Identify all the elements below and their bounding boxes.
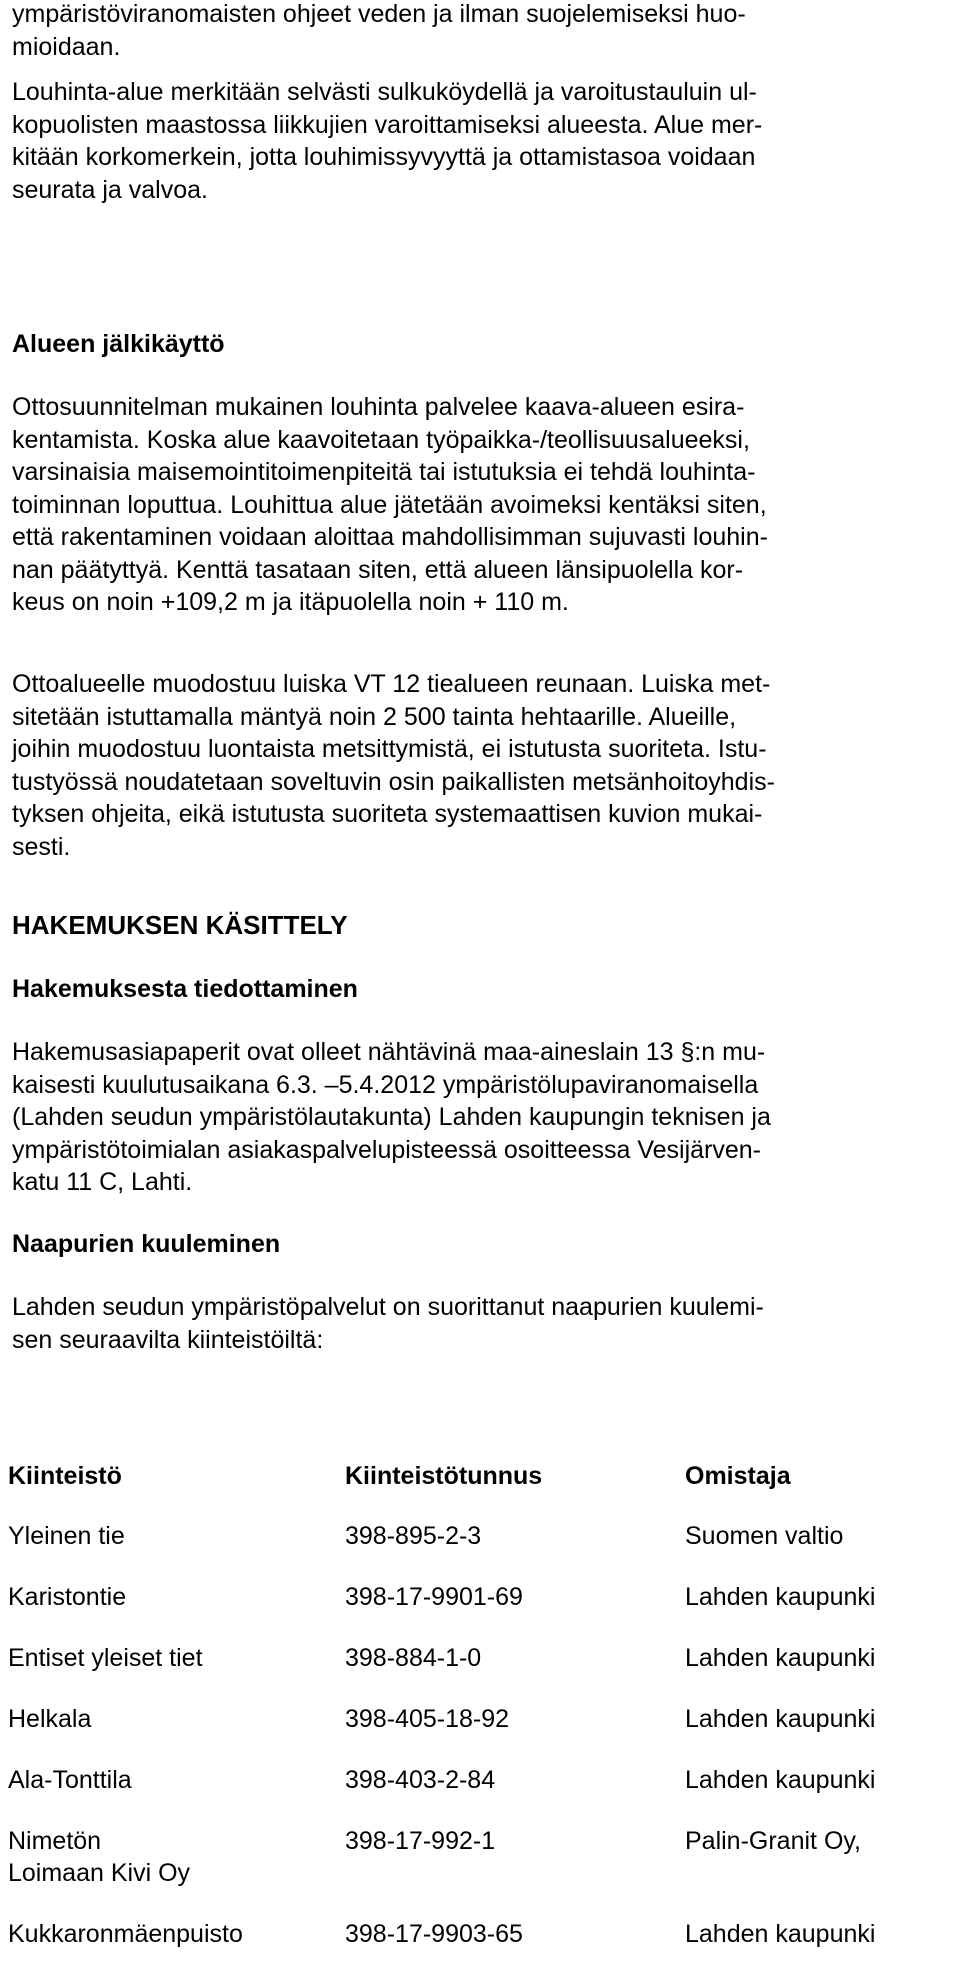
- text-line: Louhinta-alue merkitään selvästi sulkuköydellä ja varoitustauluin ul-: [12, 78, 757, 106]
- text-line: Lahden seudun ympäristöpalvelut on suorittanut naapurien kuulemi-: [12, 1293, 764, 1321]
- text-line: Ottosuunnitelman mukainen louhinta palvelee kaava-alueen esira-: [12, 393, 745, 421]
- header-property: Kiinteistö: [8, 1462, 122, 1490]
- cell-property-line: Loimaan Kivi Oy: [8, 1859, 191, 1887]
- cell-owner: Lahden kaupunki: [685, 1583, 876, 1611]
- cell-property: Helkala: [8, 1705, 92, 1733]
- text-line: ympäristötoimialan asiakaspalvelupisteessä osoitteessa Vesijärven-: [12, 1135, 761, 1164]
- table-header-row: [8, 1460, 945, 1520]
- cell-property-id: 398-17-9903-65: [345, 1920, 523, 1948]
- text-line: toiminnan loputtua. Louhittua alue jätetään avoimeksi kentäksi siten,: [12, 490, 767, 519]
- marking-paragraph: [12, 76, 952, 206]
- cell-property: Karistontie: [8, 1583, 127, 1611]
- text-line: ympäristöviranomaisten ohjeet veden ja ilman suojelemiseksi huo-: [12, 0, 746, 28]
- cell-property: Kukkaronmäenpuisto: [8, 1920, 243, 1948]
- table-row: [8, 1520, 945, 1581]
- cell-property: [8, 1825, 345, 1918]
- cell-property-id: 398-895-2-3: [345, 1522, 482, 1550]
- text-line: katu 11 C, Lahti.: [12, 1168, 193, 1196]
- section-heading: HAKEMUKSEN KÄSITTELY: [12, 910, 348, 940]
- header-property-id: Kiinteistötunnus: [345, 1462, 543, 1490]
- notice-heading: Hakemuksesta tiedottaminen: [12, 975, 358, 1003]
- text-line: sen seuraavilta kiinteistöiltä:: [12, 1325, 324, 1354]
- text-line: (Lahden seudun ympäristölautakunta) Lahden kaupungin teknisen ja: [12, 1103, 771, 1131]
- text-line: seurata ja valvoa.: [12, 175, 208, 204]
- cell-owner: Lahden kaupunki: [685, 1644, 876, 1672]
- neighbours-paragraph: [12, 1291, 952, 1356]
- cell-property-id: 398-17-992-1: [345, 1827, 496, 1855]
- cell-owner: Palin-Granit Oy,: [685, 1827, 861, 1855]
- cell-owner: Lahden kaupunki: [685, 1705, 876, 1733]
- table-row: [8, 1642, 945, 1703]
- text-line: joihin muodostuu luontaista metsittymistä, ei istutusta suoriteta. Istu-: [12, 735, 767, 763]
- table-row: [8, 1703, 945, 1764]
- after-use-paragraph-2: [12, 668, 952, 863]
- table-row: [8, 1825, 945, 1918]
- text-line: kopuolisten maastossa liikkujien varoittamiseksi alueesta. Alue mer-: [12, 110, 763, 139]
- text-line: nan päätyttyä. Kenttä tasataan siten, että alueen länsipuolella kor-: [12, 555, 744, 584]
- cell-property-id: 398-884-1-0: [345, 1644, 482, 1672]
- text-line: kaisesti kuulutusaikana 6.3. –5.4.2012 ympäristölupaviranomaisella: [12, 1070, 759, 1099]
- properties-table: [8, 1460, 945, 1979]
- text-line: että rakentaminen voidaan aloittaa mahdollisimman sujuvasti louhin-: [12, 523, 768, 551]
- after-use-heading: Alueen jälkikäyttö: [12, 330, 225, 358]
- cell-property: Ala-Tonttila: [8, 1766, 132, 1794]
- text-line: keus on noin +109,2 m ja itäpuolella noin + 110 m.: [12, 588, 569, 616]
- text-line: mioidaan.: [12, 32, 121, 61]
- cell-owner: Lahden kaupunki: [685, 1766, 876, 1794]
- text-line: Hakemusasiapaperit ovat olleet nähtävinä maa-aineslain 13 §:n mu-: [12, 1038, 766, 1066]
- intro-paragraph: [12, 0, 952, 63]
- neighbours-heading: Naapurien kuuleminen: [12, 1230, 281, 1258]
- text-line: kentamista. Koska alue kaavoitetaan työpaikka-/teollisuusalueeksi,: [12, 425, 750, 454]
- cell-property: Yleinen tie: [8, 1522, 125, 1550]
- cell-property-id: 398-405-18-92: [345, 1705, 510, 1733]
- table-row: [8, 1581, 945, 1642]
- header-owner: Omistaja: [685, 1462, 791, 1490]
- notice-paragraph: [12, 1036, 952, 1199]
- cell-property-id: 398-17-9901-69: [345, 1583, 523, 1611]
- cell-property: Entiset yleiset tiet: [8, 1644, 203, 1672]
- after-use-paragraph-1: [12, 391, 952, 619]
- text-line: tustyössä noudatetaan soveltuvin osin paikallisten metsänhoitoyhdis-: [12, 767, 775, 796]
- table-row: [8, 1764, 945, 1825]
- text-line: Ottoalueelle muodostuu luiska VT 12 tiealueen reunaan. Luiska met-: [12, 670, 771, 698]
- cell-property-line: Nimetön: [8, 1827, 102, 1855]
- text-line: kitään korkomerkein, jotta louhimissyvyyttä ja ottamistasoa voidaan: [12, 143, 756, 171]
- cell-owner: Suomen valtio: [685, 1522, 844, 1550]
- text-line: tyksen ohjeita, eikä istutusta suoriteta systemaattisen kuvion mukai-: [12, 800, 763, 828]
- text-line: sitetään istuttamalla mäntyä noin 2 500 tainta hehtaarille. Alueille,: [12, 702, 737, 731]
- cell-property-id: 398-403-2-84: [345, 1766, 496, 1794]
- text-line: varsinaisia maisemointitoimenpiteitä tai istutuksia ei tehdä louhinta-: [12, 458, 756, 486]
- text-line: sesti.: [12, 832, 71, 861]
- cell-owner: Lahden kaupunki: [685, 1920, 876, 1948]
